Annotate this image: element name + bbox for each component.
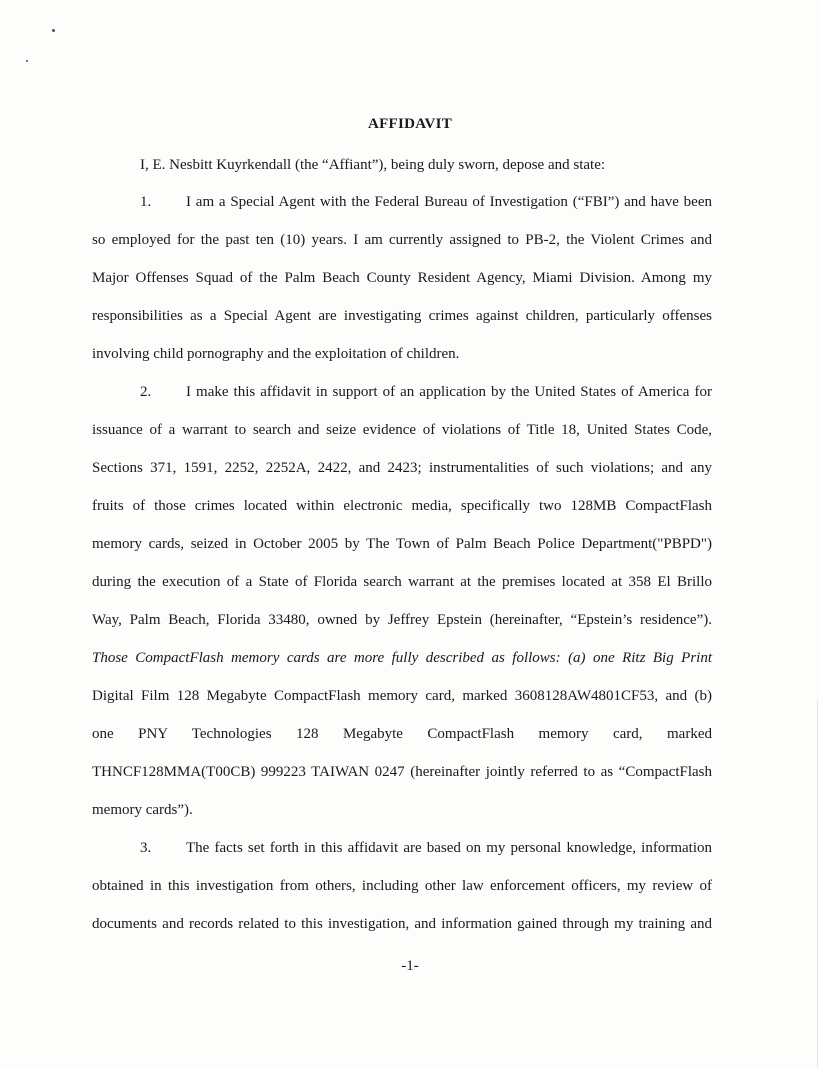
paragraph-2-line: issuance of a warrant to search and seize evidence of violations of Title 18, United States Code, [92, 422, 712, 438]
scan-speck [26, 60, 28, 62]
paragraph-2-line: fruits of those crimes located within electronic media, specifically two 128MB CompactFlash [92, 498, 712, 514]
paragraph-3-number: 3. [140, 840, 152, 856]
paragraph-1-line: Major Offenses Squad of the Palm Beach County Resident Agency, Miami Division. Among my [92, 270, 712, 286]
paragraph-2-line: Way, Palm Beach, Florida 33480, owned by Jeffrey Epstein (hereinafter, “Epstein’s residence”). [92, 612, 712, 628]
scan-speck [52, 29, 55, 32]
paragraph-2-line: Those CompactFlash memory cards are more fully described as follows: (a) one Ritz Big Print [92, 650, 712, 666]
paragraph-2-number: 2. [140, 384, 152, 400]
paragraph-2-line: Digital Film 128 Megabyte CompactFlash memory card, marked 3608128AW4801CF53, and (b) [92, 688, 712, 704]
paragraph-2-line: I make this affidavit in support of an application by the United States of America for [186, 384, 712, 400]
paragraph-3-line: obtained in this investigation from others, including other law enforcement officers, my review of [92, 878, 712, 894]
paragraph-1-number: 1. [140, 194, 152, 210]
paragraph-1-line: involving child pornography and the exploitation of children. [92, 346, 460, 362]
paragraph-2-line: memory cards”). [92, 802, 193, 818]
paragraph-3-line: The facts set forth in this affidavit are based on my personal knowledge, information [186, 840, 712, 856]
paragraph-1-line: so employed for the past ten (10) years. I am currently assigned to PB-2, the Violent Crimes and [92, 232, 712, 248]
page-number: -1- [401, 958, 419, 974]
paragraph-1-line: responsibilities as a Special Agent are investigating crimes against children, particularly offenses [92, 308, 712, 324]
document-title: AFFIDAVIT [367, 116, 453, 132]
intro-statement: I, E. Nesbitt Kuyrkendall (the “Affiant”), being duly sworn, depose and state: [140, 157, 606, 173]
paragraph-3-line: documents and records related to this investigation, and information gained through my training and [92, 916, 712, 932]
paragraph-2-line: one PNY Technologies 128 Megabyte CompactFlash memory card, marked [92, 726, 712, 742]
paragraph-2-line: Sections 371, 1591, 2252, 2252A, 2422, and 2423; instrumentalities of such violations; and any [92, 460, 712, 476]
paragraph-2-line: THNCF128MMA(T00CB) 999223 TAIWAN 0247 (hereinafter jointly referred to as “CompactFlash [92, 764, 712, 780]
paragraph-1-line: I am a Special Agent with the Federal Bureau of Investigation (“FBI”) and have been [186, 194, 712, 210]
paragraph-2-line: memory cards, seized in October 2005 by The Town of Palm Beach Police Department("PBPD") [92, 536, 712, 552]
scan-edge-shadow [817, 700, 818, 1068]
paragraph-2-line: during the execution of a State of Florida search warrant at the premises located at 358 El Brillo [92, 574, 712, 590]
